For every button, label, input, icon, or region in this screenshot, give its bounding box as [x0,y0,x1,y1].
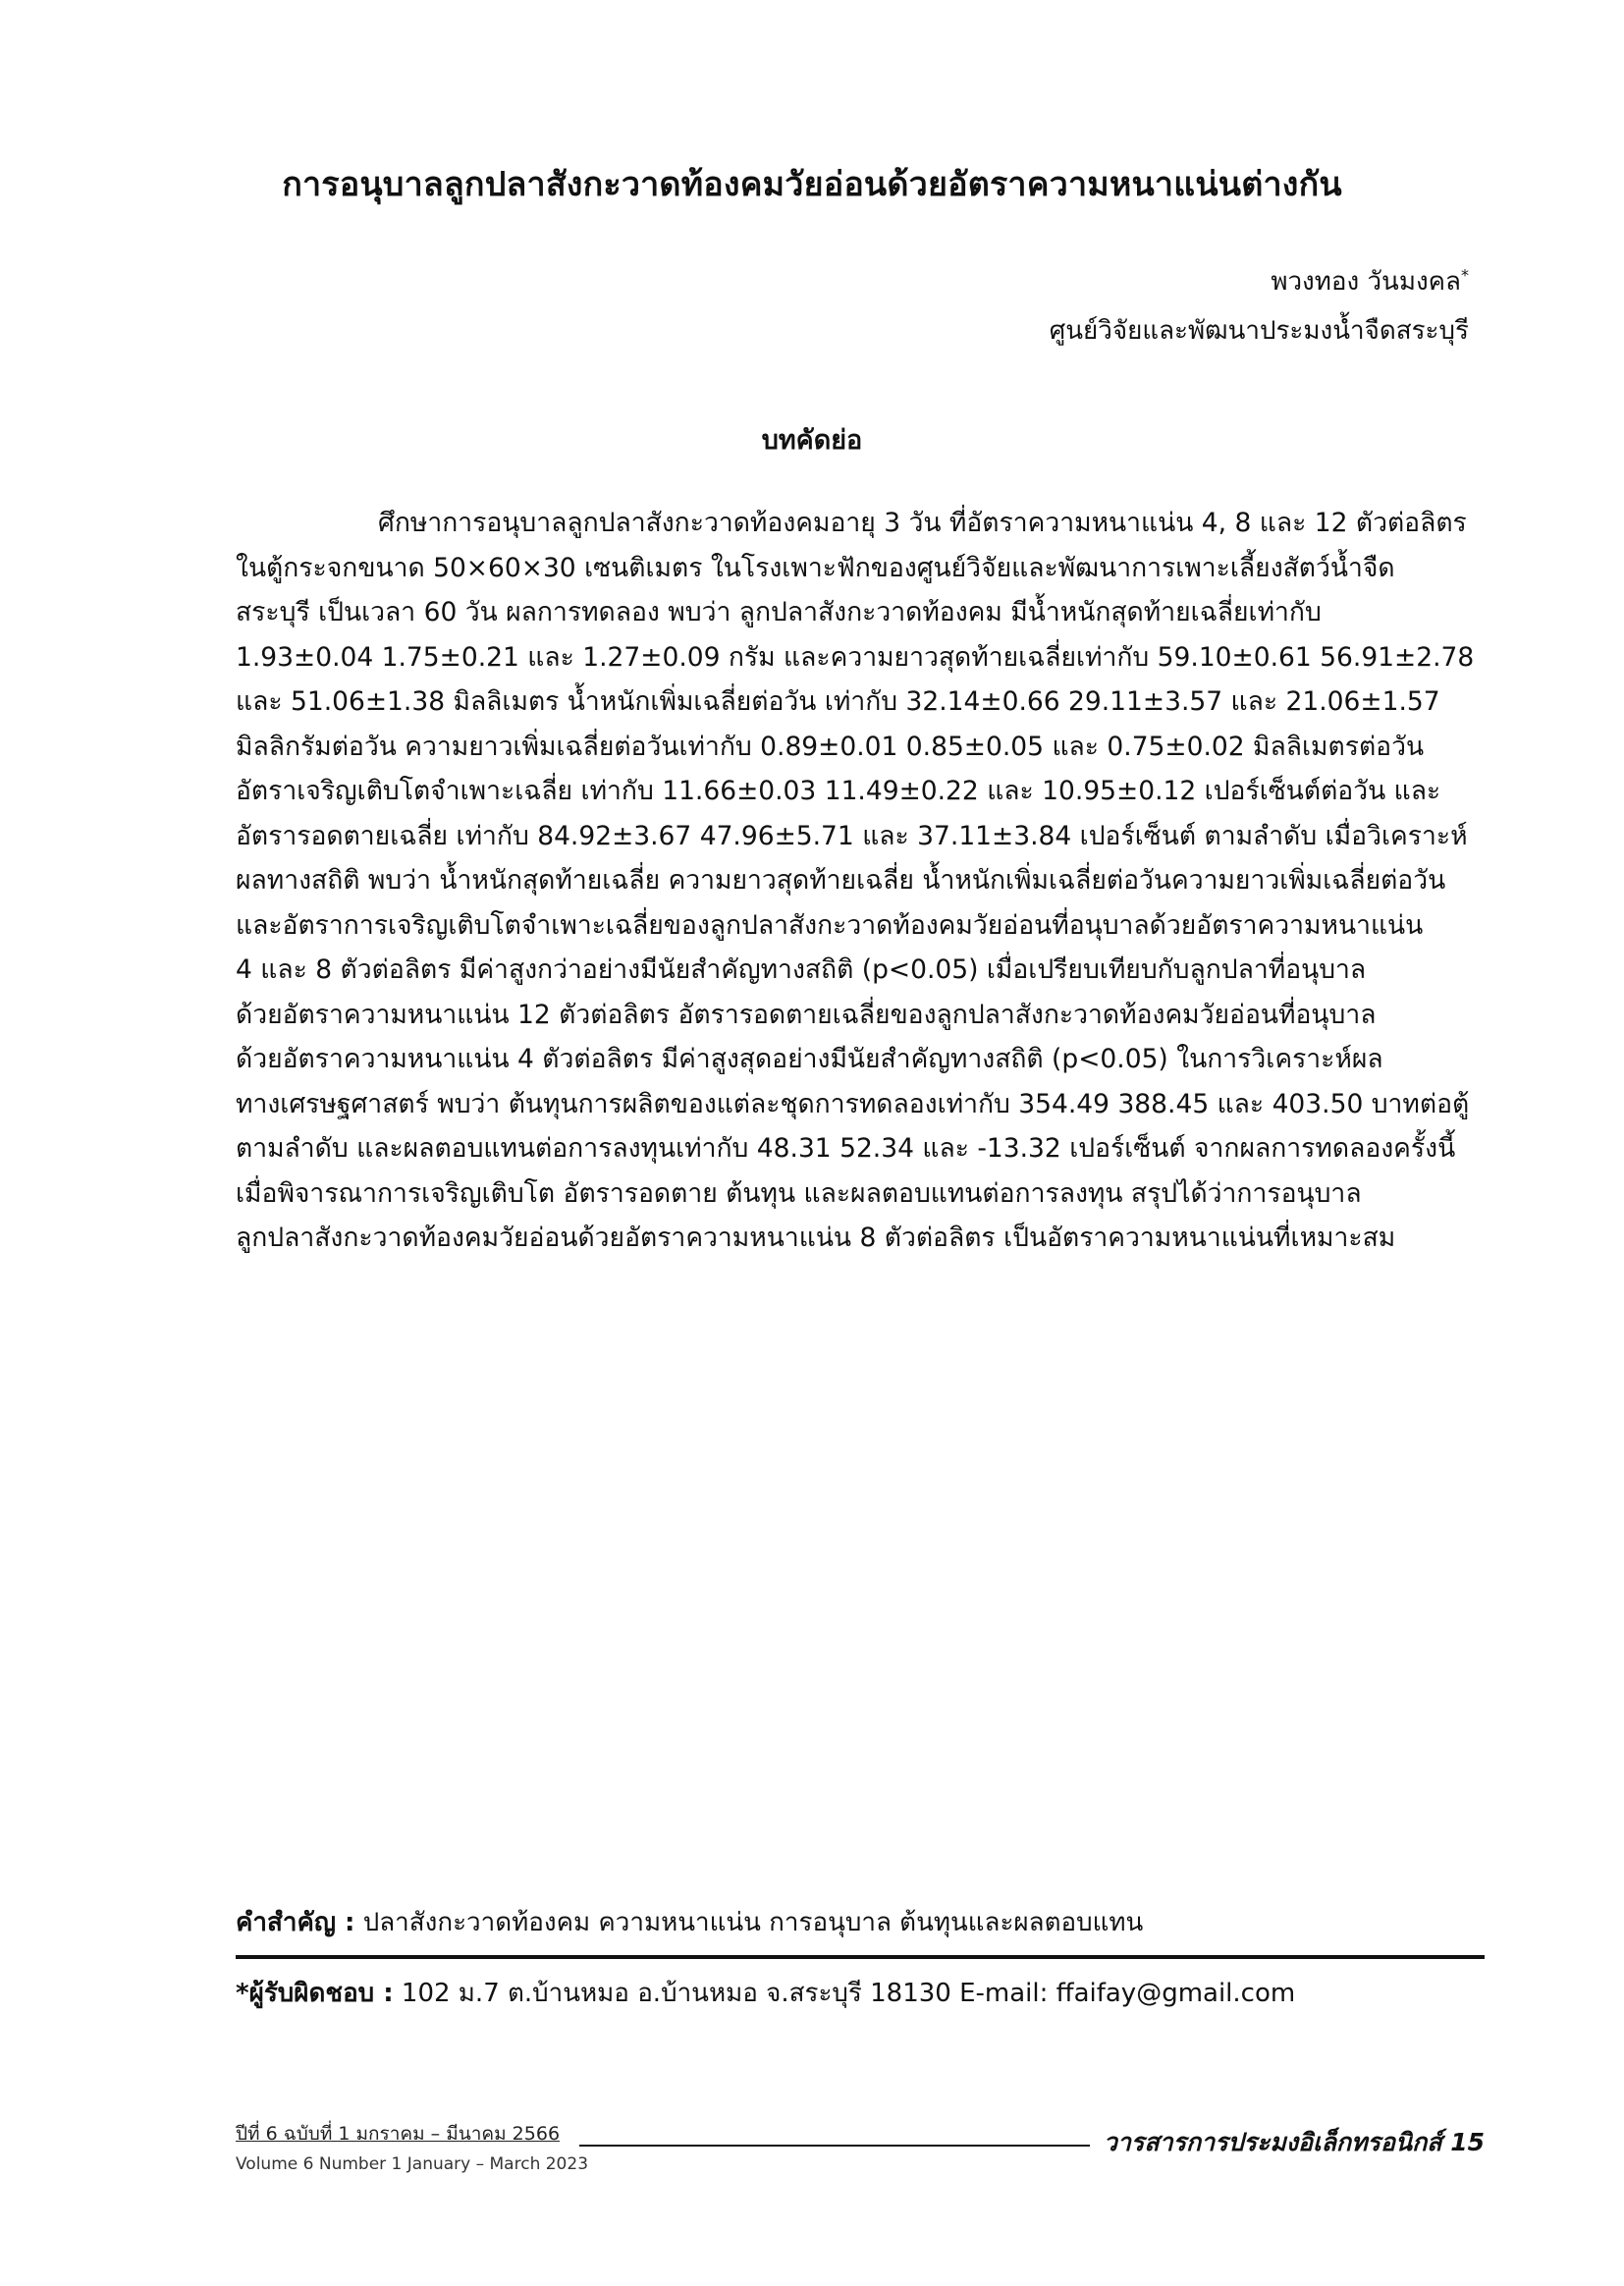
abstract-line: ด้วยอัตราความหนาแน่น 4 ตัวต่อลิตร มีค่าสูงสุดอย่างมีนัยสำคัญทางสถิติ (p<0.05) ในการวิเคราะห์ผล [236,1044,1383,1074]
journal-name: วารสารการประมงอิเล็กทรอนิกส์ [1103,2128,1442,2156]
page-number: 15 [1450,2128,1485,2156]
abstract-line: มิลลิกรัมต่อวัน ความยาวเพิ่มเฉลี่ยต่อวันเท่ากับ 0.89±0.01 0.85±0.05 และ 0.75±0.02 มิลลิเมตรต่อวัน [236,731,1425,762]
abstract-line: ศึกษาการอนุบาลลูกปลาสังกะวาดท้องคมอายุ 3 วัน ที่อัตราความหนาแน่น 4, 8 และ 12 ตัวต่อลิตร [378,508,1467,538]
abstract-line: และอัตราการเจริญเติบโตจำเพาะเฉลี่ยของลูกปลาสังกะวาดท้องคมวัยอ่อนที่อนุบาลด้วยอัตราความหนาแน่น [236,909,1424,941]
keywords-label: คำสำคัญ : [236,1908,355,1937]
abstract-body [236,501,1485,1261]
abstract-line: ด้วยอัตราความหนาแน่น 12 ตัวต่อลิตร อัตรารอดตายเฉลี่ยของลูกปลาสังกะวาดท้องคมวัยอ่อนที่อนุบาล [236,999,1377,1030]
abstract-line: สระบุรี เป็นเวลา 60 วัน ผลการทดลอง พบว่า ลูกปลาสังกะวาดท้องคม มีน้ำหนักสุดท้ายเฉลี่ยเท่ากับ [236,597,1322,627]
abstract-line: อัตรารอดตายเฉลี่ย เท่ากับ 84.92±3.67 47.96±5.71 และ 37.11±3.84 เปอร์เซ็นต์ ตามลำดับ เมื่อวิเคราะห์ [236,820,1468,851]
abstract-heading: บทคัดย่อ [761,425,863,456]
abstract-line: อัตราเจริญเติบโตจำเพาะเฉลี่ย เท่ากับ 11.66±0.03 11.49±0.22 และ 10.95±0.12 เปอร์เซ็นต์ต่อวัน และ [236,776,1441,806]
abstract-line: 1.93±0.04 1.75±0.21 และ 1.27±0.09 กรัม และความยาวสุดท้ายเฉลี่ยเท่ากับ 59.10±0.61 56.91±2.78 [236,641,1475,673]
abstract-line: ผลทางสถิติ พบว่า น้ำหนักสุดท้ายเฉลี่ย ความยาวสุดท้ายเฉลี่ย น้ำหนักเพิ่มเฉลี่ยต่อวันความยาวเพิ่มเฉลี่ยต่อวัน [236,865,1446,896]
author-marker: * [1461,265,1469,285]
abstract-line: และ 51.06±1.38 มิลลิเมตร น้ำหนักเพิ่มเฉลี่ยต่อวัน เท่ากับ 32.14±0.66 29.11±3.57 และ 21.06±1.57 [236,686,1440,717]
keywords-text: ปลาสังกะวาดท้องคม ความหนาแน่น การอนุบาล ต้นทุนและผลตอบแทน [362,1908,1144,1937]
keywords [236,1903,1485,1942]
corresponding-text: 102 ม.7 ต.บ้านหมอ อ.บ้านหมอ จ.สระบุรี 18130 E-mail: ffaifay@gmail.com [401,1979,1296,2008]
author-affiliation: ศูนย์วิจัยและพัฒนาประมงน้ำจืดสระบุรี [1049,316,1469,346]
abstract-line: เมื่อพิจารณาการเจริญเติบโต อัตรารอดตาย ต้นทุน และผลตอบแทนต่อการลงทุน สรุปได้ว่าการอนุบาล [236,1177,1362,1209]
footer-issue-thai: ปีที่ 6 ฉบับที่ 1 มกราคม – มีนาคม 2566 [236,2123,561,2145]
footer-journal [1104,2123,1485,2162]
corresponding-author [236,1974,1485,2013]
author-name-line [585,257,1469,306]
abstract-line: ลูกปลาสังกะวาดท้องคมวัยอ่อนด้วยอัตราความหนาแน่น 8 ตัวต่อลิตร เป็นอัตราความหนาแน่นที่เหมาะสม [236,1223,1396,1253]
abstract-line: 4 และ 8 ตัวต่อลิตร มีค่าสูงกว่าอย่างมีนัยสำคัญทางสถิติ (p<0.05) เมื่อเปรียบเทียบกับลูกปลาที่อนุบาล [236,954,1367,985]
author-block [585,257,1469,355]
abstract-line: ในตู้กระจกขนาด 50×60×30 เซนติเมตร ในโรงเพาะฟักของศูนย์วิจัยและพัฒนาการเพาะเลี้ยงสัตว์น้ำจืด [236,552,1395,583]
abstract-line: ตามลำดับ และผลตอบแทนต่อการลงทุนเท่ากับ 48.31 52.34 และ -13.32 เปอร์เซ็นต์ จากผลการทดลองครั้งนี้ [236,1133,1456,1164]
keywords-divider [236,1955,1485,1959]
footer-issue-english: Volume 6 Number 1 January – March 2023 [236,2154,589,2174]
corresponding-label: *ผู้รับผิดชอบ : [236,1979,394,2008]
author-name: พวงทอง วันมงคล [1271,267,1461,297]
footer-divider [579,2145,1090,2147]
abstract-line: ทางเศรษฐศาสตร์ พบว่า ต้นทุนการผลิตของแต่ละชุดการทดลองเท่ากับ 354.49 388.45 และ 403.50 บาทต่อตู้ [236,1088,1470,1119]
paper-title: การอนุบาลลูกปลาสังกะวาดท้องคมวัยอ่อนด้วยอัตราความหนาแน่นต่างกัน [282,165,1342,204]
